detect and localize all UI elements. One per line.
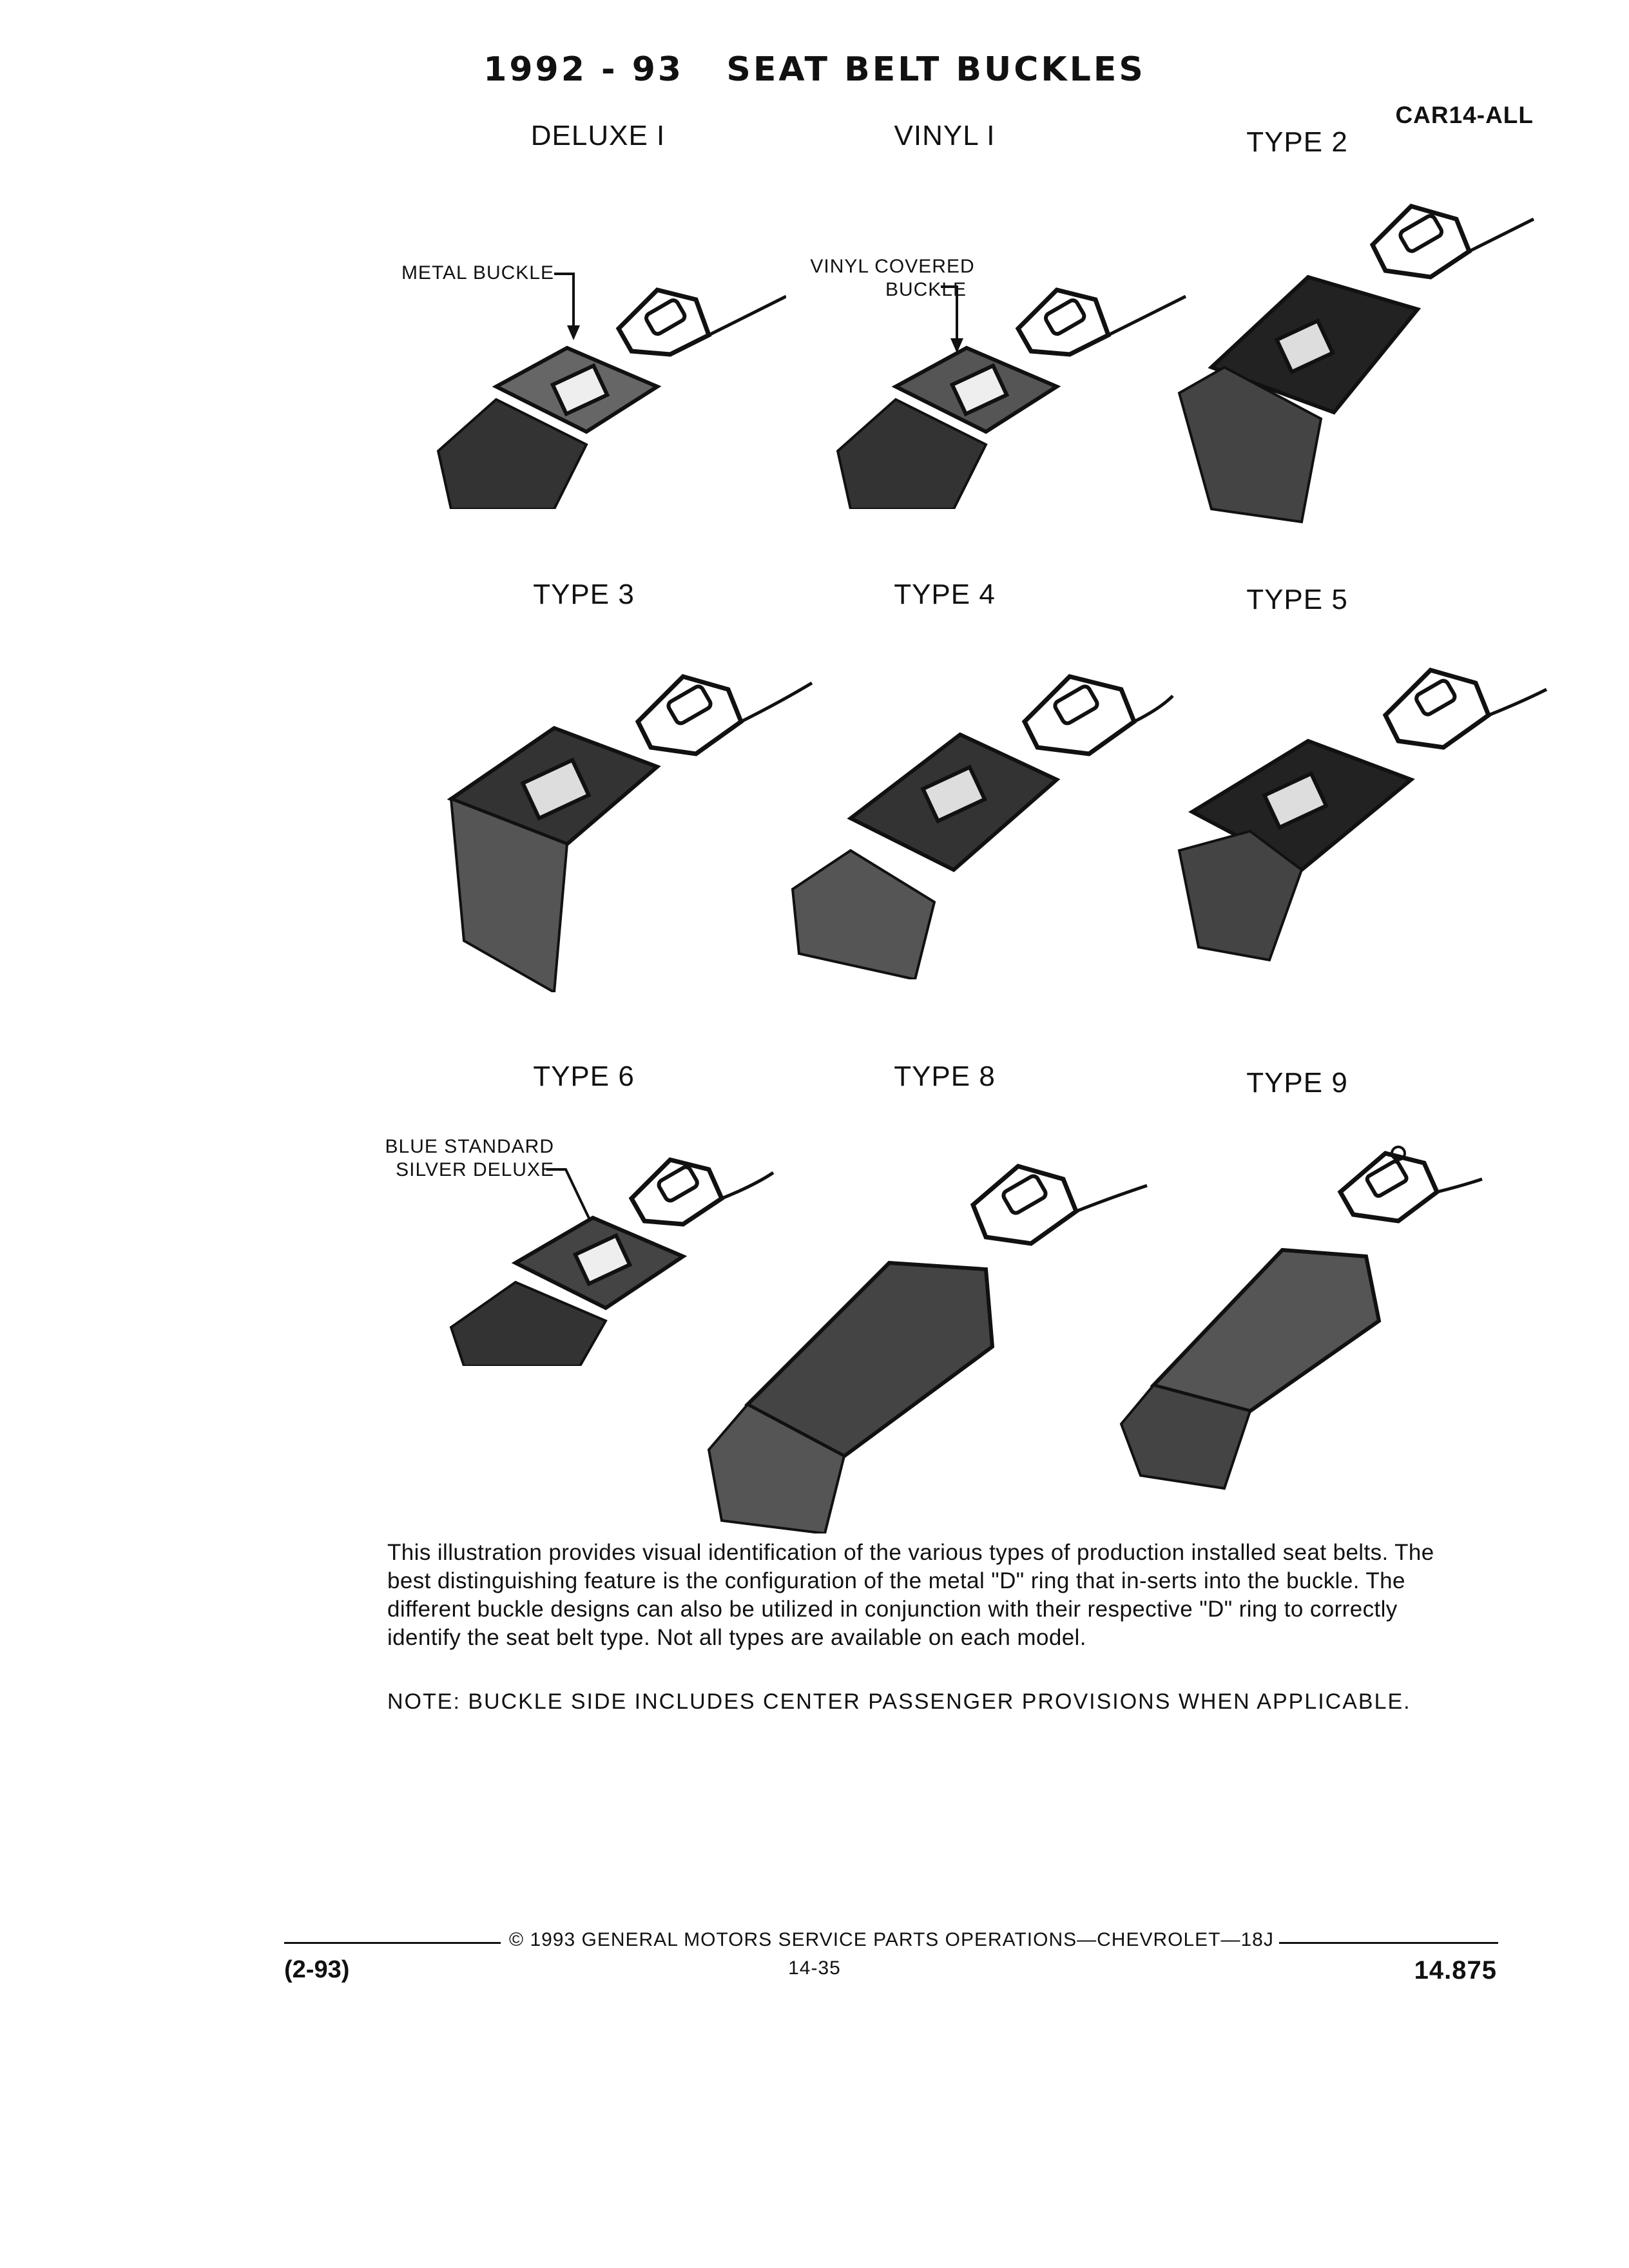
callout-metal-buckle-text: METAL BUCKLE <box>401 262 554 284</box>
buckle-illustration-type-2 <box>1173 174 1547 535</box>
label-type-5: TYPE 5 <box>1246 584 1348 615</box>
label-type-6: TYPE 6 <box>533 1061 635 1092</box>
section-number: 14.875 <box>1414 1956 1497 1984</box>
callout-vinyl-line1: VINYL COVERED <box>810 256 975 277</box>
buckle-illustration-type-9 <box>1095 1115 1495 1501</box>
callout-blue-line2: SILVER DELUXE <box>396 1159 554 1180</box>
label-type-4: TYPE 4 <box>894 579 996 610</box>
note-text: NOTE: BUCKLE SIDE INCLUDES CENTER PASSENGER PROVISIONS WHEN APPLICABLE. <box>387 1689 1411 1714</box>
footer-rule-left <box>284 1942 501 1944</box>
buckle-illustration-type-8 <box>696 1134 1160 1533</box>
label-type-9: TYPE 9 <box>1246 1067 1348 1099</box>
revision-date: (2-93) <box>284 1956 350 1983</box>
buckle-illustration-type-5 <box>1173 644 1559 979</box>
footer-rule-right <box>1279 1942 1498 1944</box>
callout-vinyl-line2: BUCKLE <box>885 279 967 300</box>
footer-copyright: © 1993 GENERAL MOTORS SERVICE PARTS OPERATIONS—CHEVROLET—18J <box>509 1929 1274 1950</box>
label-type-3: TYPE 3 <box>533 579 635 610</box>
buckle-illustration-vinyl-1 <box>825 238 1199 509</box>
label-type-8: TYPE 8 <box>894 1061 996 1092</box>
buckle-illustration-type-4 <box>786 644 1186 979</box>
page-title: 1992 - 93 SEAT BELT BUCKLES <box>483 50 1146 89</box>
buckle-illustration-type-3 <box>425 631 825 992</box>
description-paragraph: This illustration provides visual identification of the various types of production installed seat belts. The best distinguishing feature is the configuration of the metal "D" ring that in-serts into the buckle. The different buckle designs can also be utilized in conjunction with their respective "D" ring to correctly identify the seat belt type. Not all types are available on each model. <box>387 1540 1434 1650</box>
label-type-2: TYPE 2 <box>1246 126 1348 158</box>
page-number: 14-35 <box>788 1957 841 1979</box>
document-code: CAR14-ALL <box>1395 102 1534 128</box>
buckle-illustration-deluxe-1 <box>425 238 786 509</box>
label-vinyl-1: VINYL I <box>894 120 996 151</box>
label-deluxe-1: DELUXE I <box>530 120 666 151</box>
callout-blue-line1: BLUE STANDARD <box>385 1136 554 1157</box>
